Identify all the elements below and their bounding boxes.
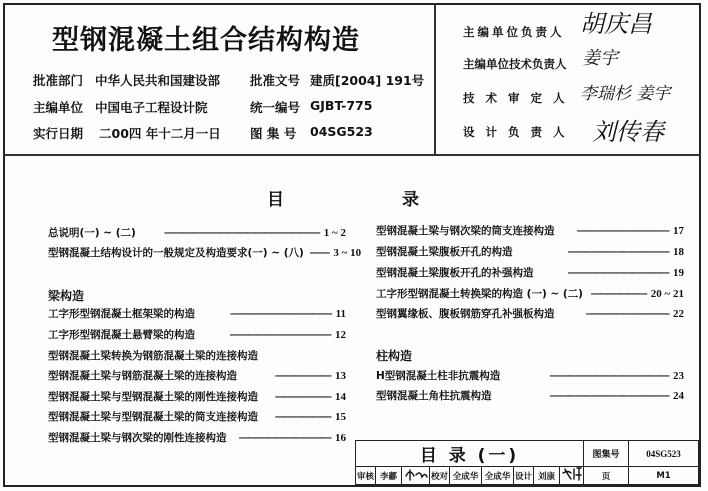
toc-row bbox=[376, 368, 684, 384]
toc-item[interactable]: 型钢混凝土梁与钢筋混凝土梁的连接构造 bbox=[48, 370, 237, 382]
toc-page: 12 bbox=[335, 329, 346, 341]
approval-no-label: 批准文号 bbox=[250, 73, 301, 88]
leader-dashes: — — — — — — — — — — — — — — — — — bbox=[164, 227, 318, 239]
title-block bbox=[355, 440, 699, 485]
toc-item[interactable]: 工字形型钢混凝土框架梁的构造 bbox=[48, 308, 195, 320]
atlas-no-label: 图集号 bbox=[584, 441, 629, 467]
sheet-title: 目 录 (一) bbox=[356, 441, 584, 467]
toc-row bbox=[376, 223, 684, 239]
toc-item[interactable]: 型钢混凝土梁腹板开孔的补强构造 bbox=[376, 267, 534, 279]
page-value: M1 bbox=[629, 467, 699, 485]
toc-item[interactable]: H型钢混凝土柱非抗震构造 bbox=[376, 370, 501, 382]
chief-unit-head-label: 主 编 单 位 负 责 人 bbox=[463, 25, 562, 39]
toc-heading-left: 目 bbox=[267, 190, 284, 210]
toc-item[interactable]: 型钢混凝土角柱抗震构造 bbox=[376, 390, 492, 402]
toc-page: 16 bbox=[335, 432, 346, 444]
toc-row bbox=[48, 368, 346, 384]
atlas-title: 型钢混凝土组合结构构造 bbox=[52, 25, 360, 56]
designer-name: 刘康 bbox=[534, 467, 560, 485]
review-label: 审核 bbox=[356, 467, 376, 485]
approval-dept-label: 批准部门 bbox=[33, 73, 84, 88]
toc-row bbox=[376, 265, 684, 281]
atlas-no-label: 图 集 号 bbox=[250, 126, 297, 141]
signature-chief-unit-head: 胡庆昌 bbox=[580, 10, 652, 38]
leader-dashes: — — — — — — — — — — — bbox=[230, 308, 330, 320]
leader-dashes: — — — — — — — — — — bbox=[576, 225, 667, 237]
atlas-no-value: 04SG523 bbox=[629, 441, 699, 467]
toc-item[interactable]: 型钢混凝土梁转换为钢筋混凝土梁的连接构造 bbox=[48, 350, 258, 362]
toc-page: 13 bbox=[335, 370, 346, 382]
toc-row bbox=[376, 388, 684, 404]
tech-approver-label: 技 术 审 定 人 bbox=[463, 91, 565, 105]
toc-page: 1 ~ 2 bbox=[323, 227, 346, 239]
toc-row bbox=[48, 409, 346, 425]
header-divider bbox=[3, 154, 701, 156]
checker-signature: 全成华 bbox=[482, 467, 514, 485]
page-label: 页 bbox=[584, 467, 629, 485]
approval-no: 建质[2004] 191号 bbox=[310, 73, 425, 88]
toc-page: 22 bbox=[673, 308, 684, 320]
toc-row bbox=[48, 389, 346, 405]
design-lead-label: 设 计 负 责 人 bbox=[463, 125, 565, 139]
leader-dashes: — — — — — — bbox=[275, 370, 329, 382]
check-label: 校对 bbox=[430, 467, 450, 485]
toc-page: 3 ~ 10 bbox=[333, 247, 362, 259]
toc-item[interactable]: 型钢混凝土梁腹板开孔的构造 bbox=[376, 246, 513, 258]
toc-row bbox=[48, 245, 362, 261]
chief-unit-label: 主编单位 bbox=[33, 100, 84, 115]
checker-name: 全成华 bbox=[450, 467, 482, 485]
signature-tech-approver: 李瑞杉 姜宇 bbox=[580, 84, 671, 104]
leader-dashes: — — — — — — — — — — — bbox=[567, 267, 667, 279]
toc-item[interactable]: 型钢混凝土梁与型钢混凝土梁的刚性连接构造 bbox=[48, 391, 258, 403]
toc-page: 23 bbox=[673, 370, 684, 382]
toc-page: 15 bbox=[335, 411, 346, 423]
section-heading-beam: 梁构造 bbox=[48, 289, 85, 303]
unified-no-label: 统一编号 bbox=[250, 100, 301, 115]
design-label: 设计 bbox=[514, 467, 534, 485]
effective-date: 二00四 年十二月一日 bbox=[99, 126, 221, 141]
toc-page: 17 bbox=[673, 225, 684, 237]
toc-item[interactable]: 型钢混凝土梁与钢次梁的筒支连接构造 bbox=[376, 225, 555, 237]
toc-row bbox=[48, 225, 346, 241]
reviewer-name: 李鄘 bbox=[376, 467, 402, 485]
toc-row bbox=[48, 430, 346, 446]
toc-page: 24 bbox=[673, 390, 684, 402]
toc-item[interactable]: 型钢翼缘板、腹板钢筋穿孔补强板构造 bbox=[376, 308, 555, 320]
leader-dashes: — — — — — — bbox=[275, 391, 329, 403]
toc-row bbox=[376, 244, 684, 260]
toc-item[interactable]: 型钢混凝土梁与钢次梁的刚性连接构造 bbox=[48, 432, 227, 444]
toc-heading-right: 录 bbox=[402, 190, 419, 210]
toc-row bbox=[376, 286, 684, 302]
chief-unit-tech-head-label: 主编单位技术负责人 bbox=[463, 57, 567, 71]
leader-dashes: — — — — — — — — — bbox=[586, 308, 667, 320]
toc-item[interactable]: 型钢混凝土梁与型钢混凝土梁的筒支连接构造 bbox=[48, 411, 258, 423]
section-heading-column: 柱构造 bbox=[376, 349, 413, 363]
signature-chief-unit-tech-head: 姜宇 bbox=[582, 48, 618, 69]
toc-page: 18 bbox=[673, 246, 684, 258]
toc-page: 14 bbox=[335, 391, 346, 403]
leader-dashes: — — bbox=[309, 247, 328, 259]
leader-dashes: — — — — — — — — — — — — — bbox=[549, 370, 667, 382]
toc-item[interactable]: 型钢混凝土结构设计的一般规定及构造要求(一) ~ (八) bbox=[48, 247, 304, 259]
atlas-no: 04SG523 bbox=[310, 124, 373, 139]
header-vertical-divider bbox=[434, 3, 436, 155]
leader-dashes: — — — — — — — — — — — — — bbox=[549, 390, 667, 402]
leader-dashes: — — — — — — bbox=[590, 288, 645, 300]
leader-dashes: — — — — — — — — — — — bbox=[567, 246, 667, 258]
leader-dashes: — — — — — — bbox=[275, 411, 329, 423]
toc-page: 20 ~ 21 bbox=[650, 288, 684, 300]
approval-dept: 中华人民共和国建设部 bbox=[95, 73, 221, 88]
toc-row bbox=[48, 306, 346, 322]
unified-no: GJBT-775 bbox=[310, 98, 373, 113]
toc-page: 11 bbox=[335, 308, 346, 320]
toc-item[interactable]: 总说明(一) ~ (二) bbox=[48, 227, 136, 239]
toc-item[interactable]: 工字形型钢混凝土悬臂梁的构造 bbox=[48, 329, 195, 341]
leader-dashes: — — — — — — — — — — — bbox=[229, 329, 329, 341]
signature-design-lead: 刘传春 bbox=[592, 118, 664, 146]
chief-unit: 中国电子工程设计院 bbox=[95, 100, 208, 115]
toc-row bbox=[48, 327, 346, 343]
toc-page: 19 bbox=[673, 267, 684, 279]
toc-row bbox=[376, 306, 684, 322]
effective-date-label: 实行日期 bbox=[33, 126, 84, 141]
designer-signature bbox=[560, 467, 584, 485]
reviewer-signature bbox=[402, 467, 430, 485]
toc-item[interactable]: 工字形型钢混凝土转换梁的构造 (一) ~ (二) bbox=[376, 288, 583, 300]
leader-dashes: — — — — — — — — — — bbox=[238, 432, 329, 444]
